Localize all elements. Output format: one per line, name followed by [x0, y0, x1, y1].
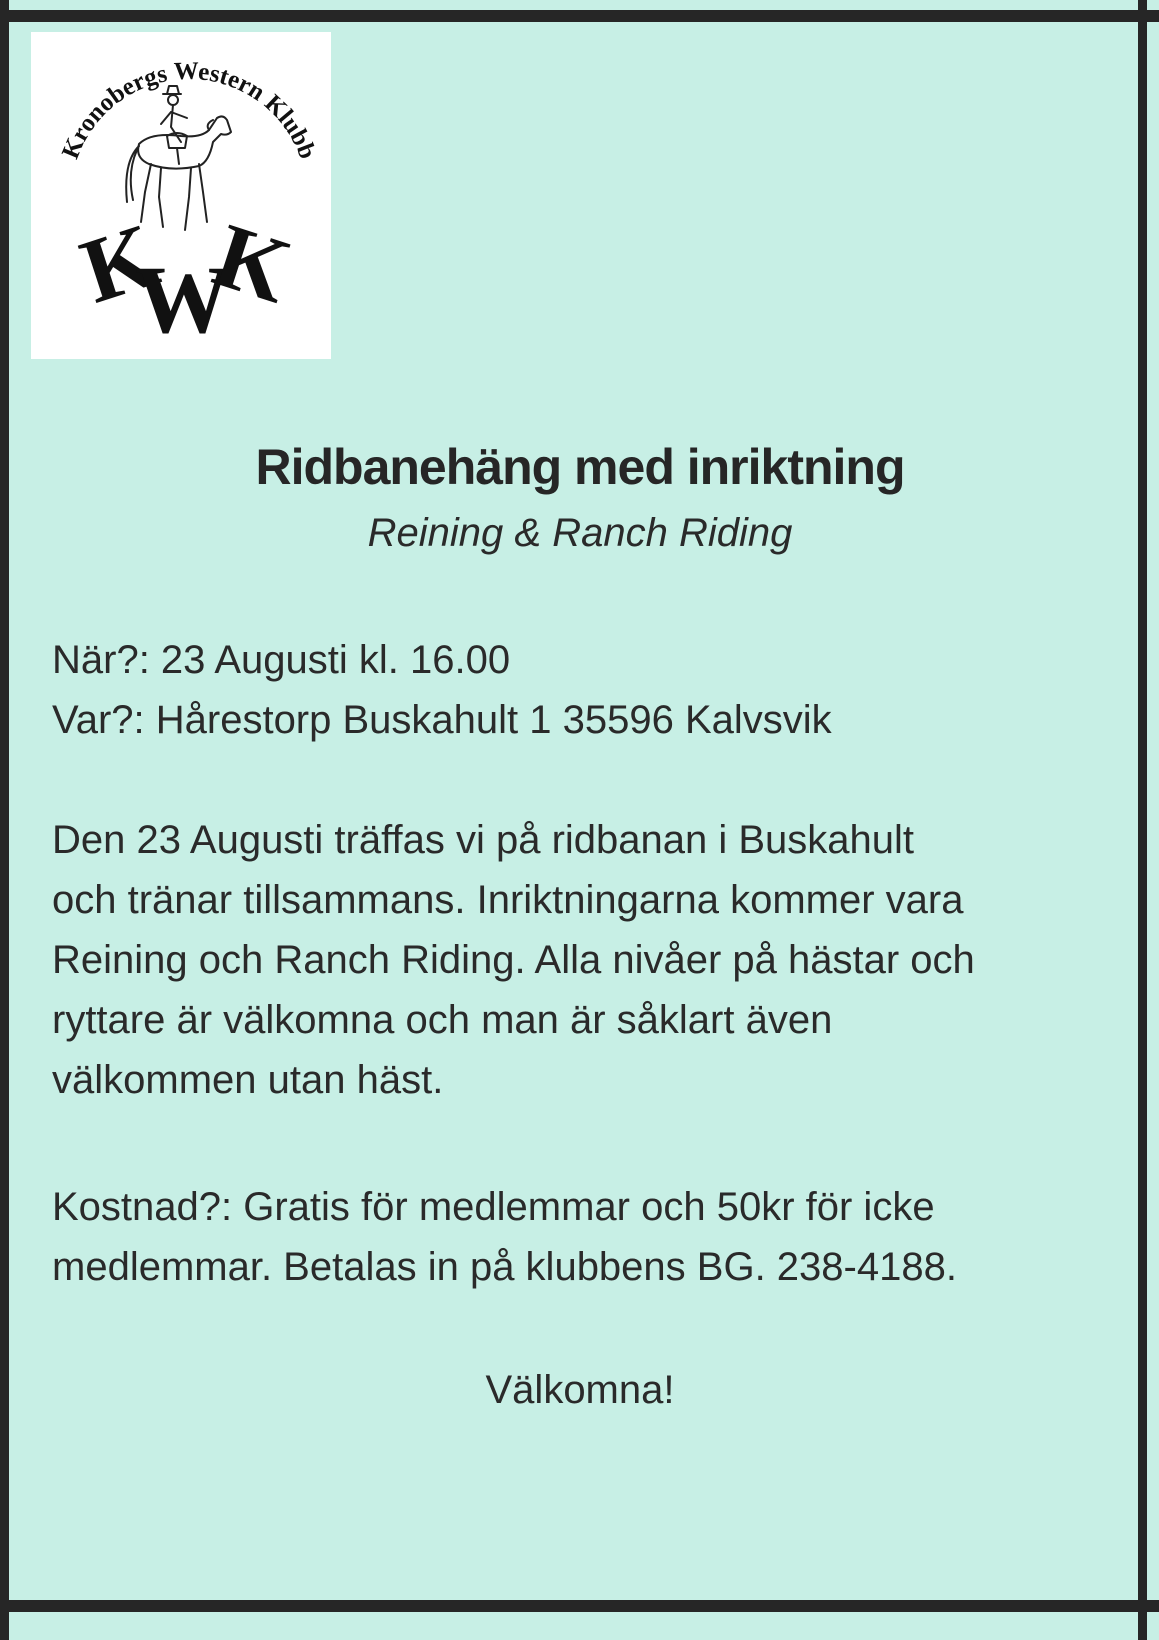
- club-logo: [31, 32, 331, 359]
- event-info: [52, 630, 1132, 750]
- event-description: [52, 810, 1132, 1110]
- club-logo-graphic: [31, 32, 331, 359]
- description-line: Reining och Ranch Riding. Alla nivåer på hästar och: [52, 938, 975, 982]
- closing-greeting: Välkomna!: [485, 1368, 675, 1412]
- description-line: välkommen utan häst.: [52, 1058, 444, 1102]
- logo-letter-k-left: K: [69, 203, 170, 323]
- logo-letter-w: W: [135, 246, 231, 353]
- cost-line: medlemmar. Betalas in på klubbens BG. 238-4188.: [52, 1245, 957, 1289]
- logo-arc-text: Kronobergs Western Klubb: [57, 57, 321, 163]
- event-where: Var?: Hårestorp Buskahult 1 35596 Kalvsvik: [52, 698, 832, 742]
- frame-top-border: [0, 10, 1159, 22]
- page-title: Ridbanehäng med inriktning: [255, 439, 905, 495]
- description-line: Den 23 Augusti träffas vi på ridbanan i Buskahult: [52, 818, 915, 862]
- horse-rider-icon: [126, 86, 231, 230]
- event-cost: [52, 1177, 1132, 1297]
- frame-bottom-border: [0, 1600, 1159, 1612]
- logo-letter-k-right: K: [202, 203, 303, 323]
- event-when: När?: 23 Augusti kl. 16.00: [52, 638, 511, 682]
- description-line: och tränar tillsammans. Inriktningarna kommer vara: [52, 878, 964, 922]
- frame-right-border: [1138, 0, 1147, 1640]
- description-line: ryttare är välkomna och man är såklart även: [52, 998, 833, 1042]
- cost-line: Kostnad?: Gratis för medlemmar och 50kr för icke: [52, 1185, 935, 1229]
- page-subtitle: Reining & Ranch Riding: [367, 511, 793, 555]
- frame-left-border: [0, 0, 9, 1640]
